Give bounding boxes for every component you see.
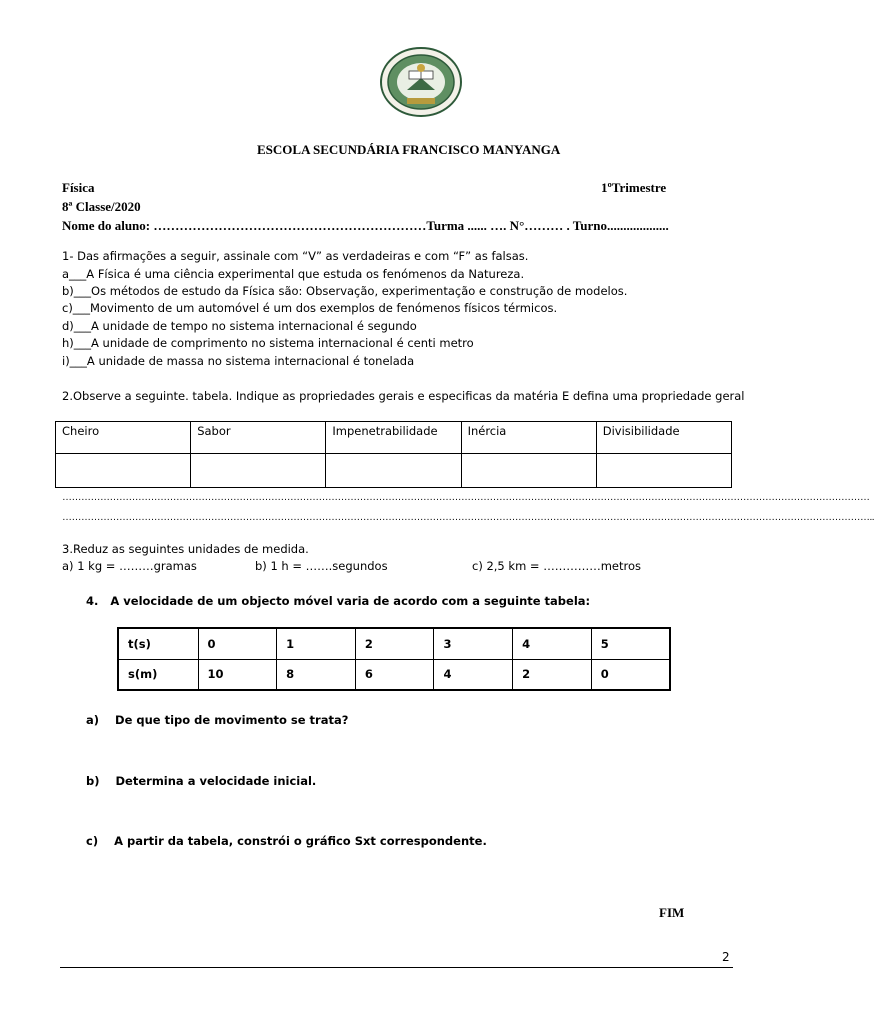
page-number: 2 [722, 950, 730, 964]
q3-item-b: b) 1 h = …….segundos [255, 559, 388, 573]
q1-item-c: c)___Movimento de um automóvel é um dos exemplos de fenómenos físicos térmicos. [62, 301, 558, 315]
class-year: 8ª Classe/2020 [62, 199, 141, 214]
table-cell: t(s) [118, 628, 198, 659]
table-cell: 0 [591, 659, 670, 690]
answer-cell[interactable] [326, 454, 461, 488]
student-name-line: Nome do aluno: ………………………………………………………Turma ...... …. N°……… . Turno................... [62, 218, 669, 233]
table-header-cell: Impenetrabilidade [326, 422, 461, 454]
table-cell: 4 [513, 628, 592, 659]
table-header-cell: Divisibilidade [596, 422, 731, 454]
q1-item-h: h)___A unidade de comprimento no sistema internacional é centi metro [62, 336, 474, 350]
table-row [56, 422, 732, 454]
table-row [56, 454, 732, 488]
q1-item-a: a___A Física é uma ciência experimental que estuda os fenómenos da Natureza. [62, 267, 525, 281]
table-cell: 5 [591, 628, 670, 659]
footer-divider [60, 967, 733, 968]
table-cell: 6 [355, 659, 434, 690]
table-cell: 2 [355, 628, 434, 659]
table-cell: s(m) [118, 659, 198, 690]
school-seal-icon [379, 46, 463, 118]
table-cell: 8 [277, 659, 356, 690]
motion-table [117, 627, 671, 691]
answer-cell[interactable] [191, 454, 326, 488]
subject: Física [62, 180, 95, 195]
q2-prompt: 2.Observe a seguinte. tabela. Indique as propriedades gerais e especificas da matéria E defina uma propriedade geral [62, 389, 745, 403]
table-row [118, 659, 670, 690]
table-header-cell: Inércia [461, 422, 596, 454]
q4-sub-b: b) Determina a velocidade inicial. [86, 774, 317, 788]
q4-sub-c: c) A partir da tabela, constrói o gráfico Sxt correspondente. [86, 834, 487, 848]
answer-line[interactable]: ………………………………………………………………………………………………………………………………………………………………………………………………………………………………….. [62, 512, 874, 523]
table-header-cell: Cheiro [56, 422, 191, 454]
end-mark: FIM [659, 905, 685, 920]
answer-cell[interactable] [596, 454, 731, 488]
table-cell: 0 [198, 628, 277, 659]
answer-cell[interactable] [461, 454, 596, 488]
q4-prompt: 4. A velocidade de um objecto móvel varia de acordo com a seguinte tabela: [86, 594, 591, 608]
q3-item-a: a) 1 kg = ………gramas [62, 559, 197, 573]
q3-prompt: 3.Reduz as seguintes unidades de medida. [62, 542, 309, 556]
school-name: ESCOLA SECUNDÁRIA FRANCISCO MANYANGA [257, 142, 561, 157]
table-cell: 4 [434, 659, 513, 690]
table-cell: 2 [513, 659, 592, 690]
table-cell: 3 [434, 628, 513, 659]
table-cell: 10 [198, 659, 277, 690]
answer-cell[interactable] [56, 454, 191, 488]
q1-prompt: 1- Das afirmações a seguir, assinale com “V” as verdadeiras e com “F” as falsas. [62, 249, 529, 263]
q3-item-c: c) 2,5 km = ……………metros [472, 559, 642, 573]
properties-table [55, 421, 732, 488]
q1-item-d: d)___A unidade de tempo no sistema internacional é segundo [62, 319, 417, 333]
table-header-cell: Sabor [191, 422, 326, 454]
table-cell: 1 [277, 628, 356, 659]
q1-item-i: i)___A unidade de massa no sistema internacional é tonelada [62, 354, 415, 368]
answer-line[interactable]: ………………………………………………………………………………………………………………………………………………………………………………………………………………………………… [62, 492, 870, 503]
q4-sub-a: a) De que tipo de movimento se trata? [86, 713, 349, 727]
term: 1ºTrimestre [601, 180, 667, 195]
table-row [118, 628, 670, 659]
q1-item-b: b)___Os métodos de estudo da Física são: Observação, experimentação e construção de modelos. [62, 284, 628, 298]
